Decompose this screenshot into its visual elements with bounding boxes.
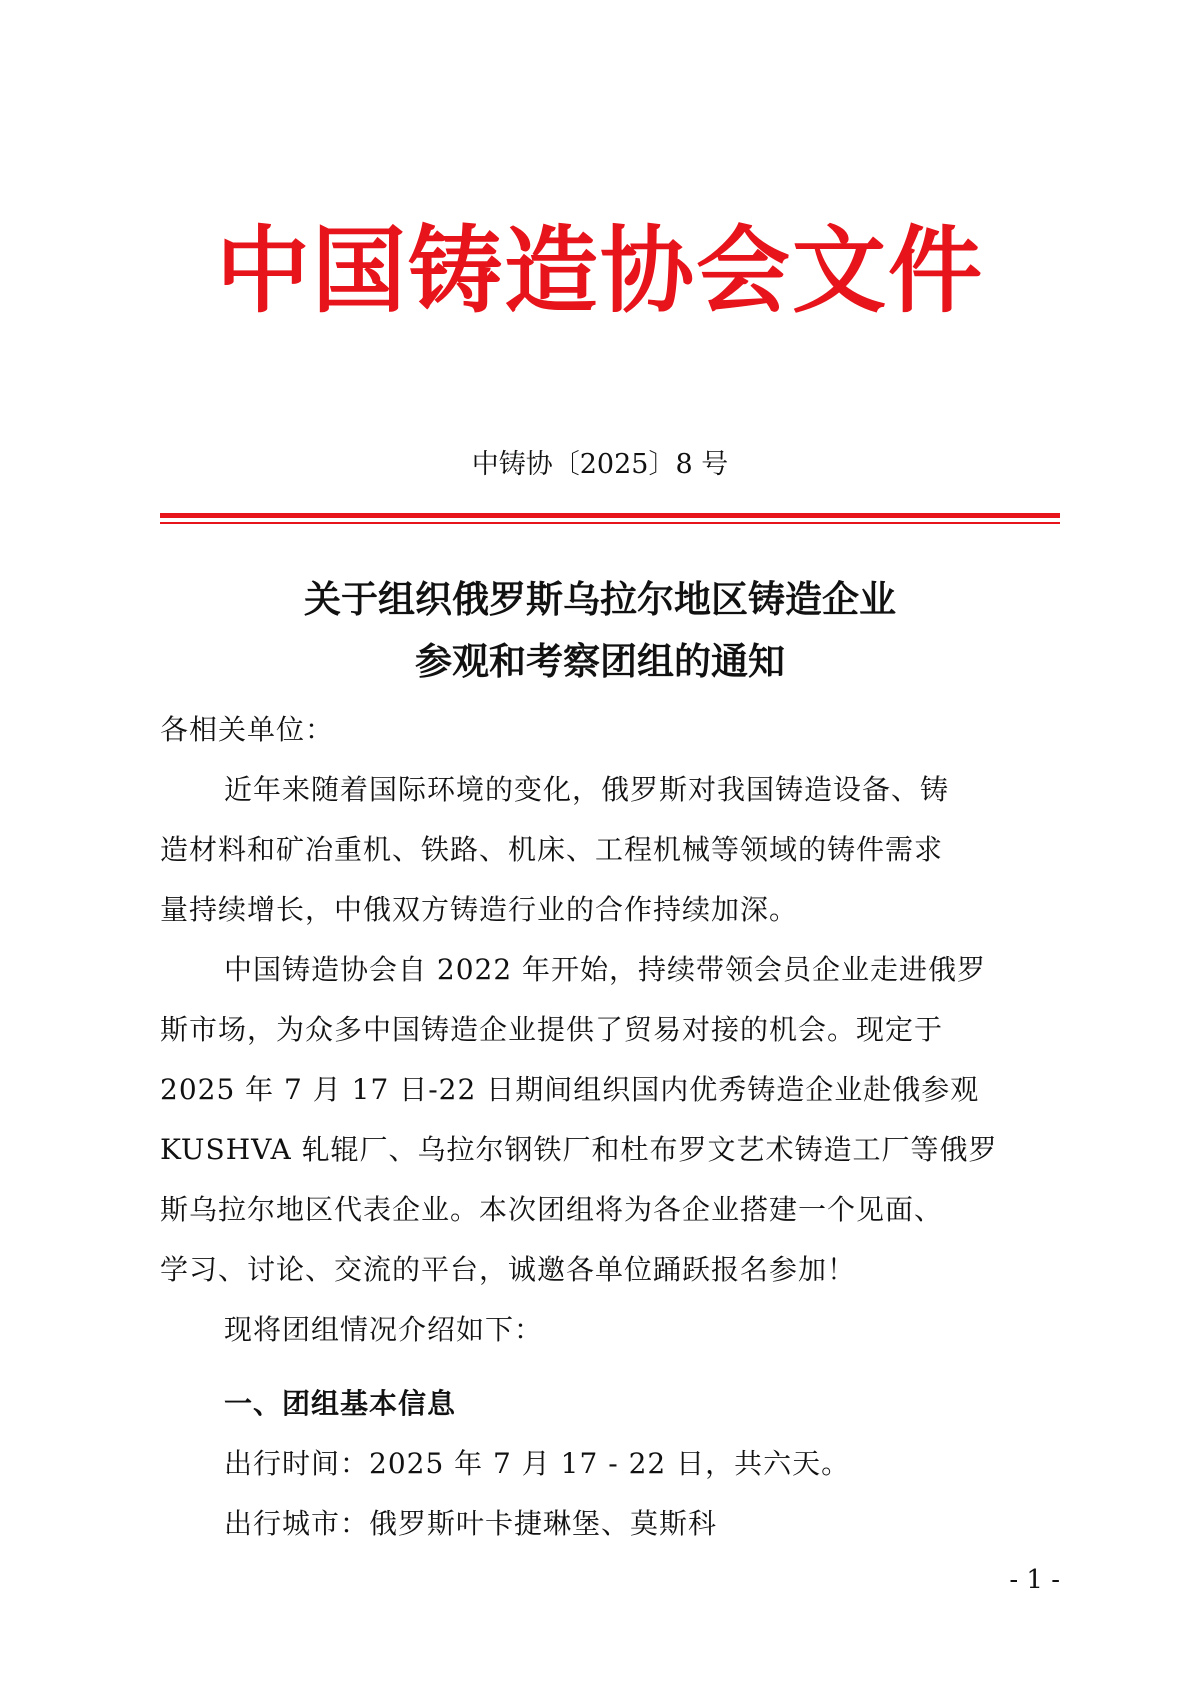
paragraph-line: 斯市场，为众多中国铸造企业提供了贸易对接的机会。现定于: [160, 1013, 944, 1046]
salutation: 各相关单位：: [160, 713, 335, 746]
paragraph-line: 量持续增长，中俄双方铸造行业的合作持续加深。: [160, 893, 799, 926]
document-title-line: 参观和考察团组的通知: [415, 639, 785, 683]
section-heading: 一、团组基本信息: [224, 1387, 457, 1420]
info-line-travel-time: 出行时间：2025 年 7 月 17 - 22 日，共六天。: [224, 1447, 851, 1480]
paragraph-line: 造材料和矿冶重机、铁路、机床、工程机械等领域的铸件需求: [160, 833, 944, 866]
paragraph-line: KUSHVA 轧辊厂、乌拉尔钢铁厂和杜布罗文艺术铸造工厂等俄罗: [160, 1133, 998, 1166]
document-title-line: 关于组织俄罗斯乌拉尔地区铸造企业: [304, 577, 896, 621]
masthead-title: 中国铸造协会文件: [215, 216, 984, 326]
document-body: [160, 700, 1056, 1554]
paragraph-line: 中国铸造协会自 2022 年开始，持续带领会员企业走进俄罗: [224, 953, 987, 986]
info-line-travel-cities: 出行城市：俄罗斯叶卡捷琳堡、莫斯科: [224, 1507, 718, 1540]
red-rule-thick: [160, 513, 1060, 518]
paragraph-line: 近年来随着国际环境的变化，俄罗斯对我国铸造设备、铸: [224, 773, 950, 806]
paragraph-line: 斯乌拉尔地区代表企业。本次团组将为各企业搭建一个见面、: [160, 1193, 944, 1226]
red-rule-thin: [160, 522, 1060, 524]
document-title: [0, 568, 1200, 692]
paragraph-line: 现将团组情况介绍如下：: [224, 1313, 544, 1346]
paragraph-line: 学习、讨论、交流的平台，诚邀各单位踊跃报名参加！: [160, 1253, 857, 1286]
red-separator-rule: [160, 513, 1060, 525]
document-number: 中铸协〔2025〕8 号: [471, 449, 729, 480]
paragraph-line: 2025 年 7 月 17 日-22 日期间组织国内优秀铸造企业赴俄参观: [160, 1073, 980, 1106]
page-number: - 1 -: [1009, 1565, 1060, 1595]
